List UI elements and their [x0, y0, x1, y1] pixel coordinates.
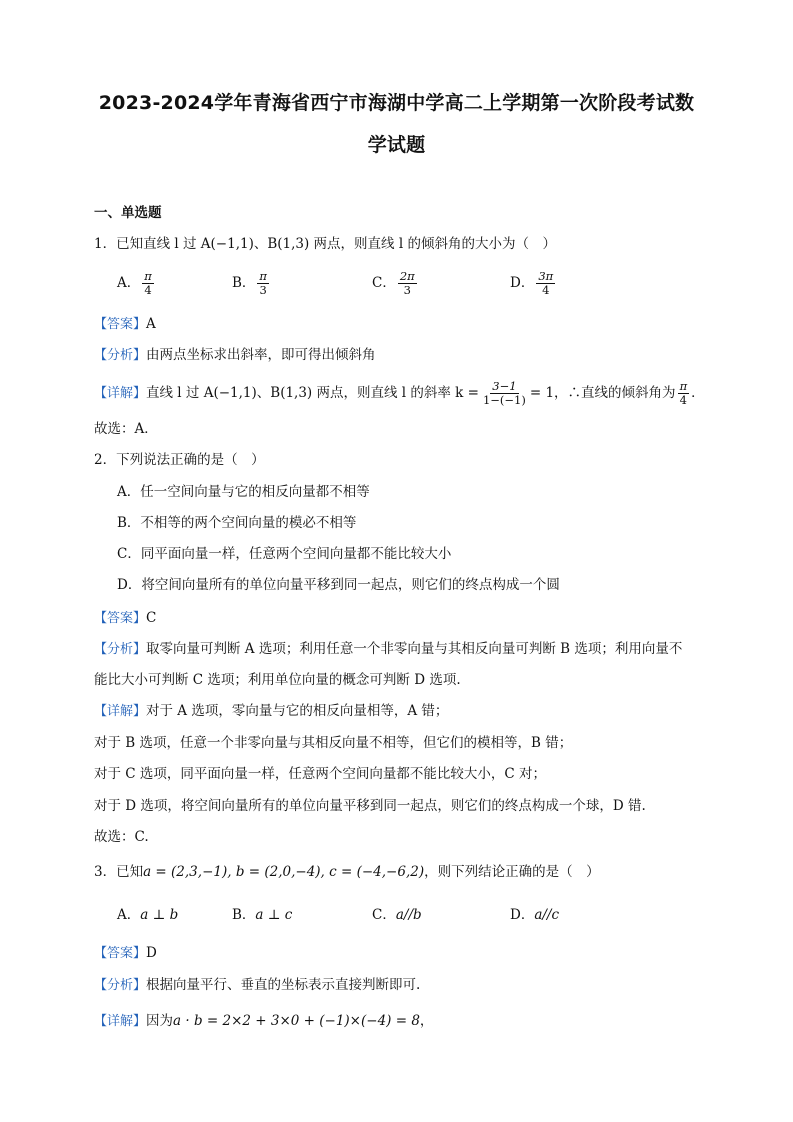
q2-detail-line-3: 对于 C 选项，同平面向量一样，任意两个空间向量都不能比较大小，C 对； [94, 766, 547, 782]
q1-option-c: C． $\frac{2\pi}{3}$ [372, 269, 415, 297]
q2-detail-line-1: 【详解】对于 A 选项，零向量与它的相反向量相等，A 错； [94, 703, 449, 719]
document-title-line-1: 2023-2024学年青海省西宁市海湖中学高二上学期第一次阶段考试数 [98, 92, 695, 114]
q2-analysis-line-1: 【分析】取零向量可判断 A 选项；利用任意一个非零向量与其相反向量可判断 B 选项；利用向量不 [94, 641, 683, 657]
document-title-line-2: 学试题 [367, 134, 426, 156]
answer-tag: 【答案】 [94, 317, 147, 332]
q3-option-c: C．a//b [372, 907, 422, 923]
q1-detail: 【详解】直线 l 过 A(−1,1)、B(1,3) 两点，则直线 l 的斜率 k = $\frac{3-1}{1-(-1)}$ = 1，∴直线的倾斜角为 $\frac{\pi}{4}$ ． [94, 379, 705, 407]
q2-detail-line-2: 对于 B 选项，任意一个非零向量与其相反向量不相等，但它们的模相等，B 错； [94, 735, 573, 751]
q1-answer: 【答案】A [94, 316, 156, 332]
q2-stem: 2．下列说法正确的是（ ） [94, 452, 265, 468]
q1-analysis: 【分析】由两点坐标求出斜率，即可得出倾斜角 [94, 347, 376, 363]
q2-analysis-line-2: 能比大小可判断 C 选项；利用单位向量的概念可判断 D 选项. [94, 672, 461, 688]
q1-choose: 故选：A． [94, 421, 158, 437]
q2-option-b: B．不相等的两个空间向量的模必不相等 [117, 515, 357, 531]
q3-option-a: A．a ⊥ b [117, 907, 179, 923]
q1-option-b: B． $\frac{\pi}{3}$ [232, 269, 267, 297]
q1-option-d: D． $\frac{3\pi}{4}$ [510, 269, 554, 297]
q2-detail-line-4: 对于 D 选项，将空间向量所有的单位向量平移到同一起点，则它们的终点构成一个球，D 错. [94, 798, 646, 814]
q2-choose: 故选：C. [94, 829, 149, 845]
q3-option-d: D．a//c [510, 907, 560, 923]
q3-analysis: 【分析】根据向量平行、垂直的坐标表示直接判断即可. [94, 977, 421, 993]
q3-detail: 【详解】因为a · b = 2×2 + 3×0 + (−1)×(−4) = 8， [94, 1013, 434, 1029]
q2-option-a: A．任一空间向量与它的相反向量都不相等 [117, 484, 370, 500]
analysis-tag: 【分析】 [94, 348, 147, 363]
q2-option-d: D．将空间向量所有的单位向量平移到同一起点，则它们的终点构成一个圆 [117, 577, 560, 593]
q1-option-a: A． $\frac{\pi}{4}$ [117, 269, 152, 297]
q3-stem: 3．已知a = (2,3,−1), b = (2,0,−4), c = (−4,−6,2)，则下列结论正确的是（ ） [94, 864, 600, 880]
q3-option-b: B．a ⊥ c [232, 907, 293, 923]
detail-tag: 【详解】 [94, 386, 147, 401]
q1-stem: 1．已知直线 l 过 A(−1,1)、B(1,3) 两点，则直线 l 的倾斜角的大小为（ ） [94, 236, 556, 252]
section-heading: 一、单选题 [94, 205, 162, 221]
q2-answer: 【答案】C [94, 610, 157, 626]
q2-option-c: C．同平面向量一样，任意两个空间向量都不能比较大小 [117, 546, 452, 562]
q3-answer: 【答案】D [94, 945, 157, 961]
